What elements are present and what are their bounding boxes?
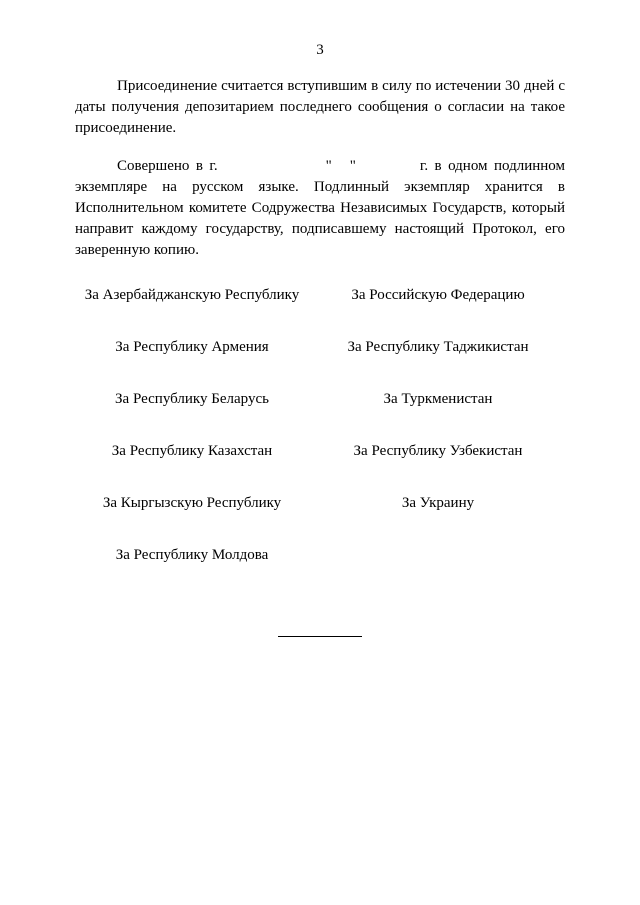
signatory-tajikistan: За Республику Таджикистан (347, 339, 529, 355)
signatory-ukraine: За Украину (401, 495, 475, 511)
done-at-start-text: Совершено в г. (117, 158, 218, 174)
signatory-armenia: За Республику Армения (115, 339, 269, 355)
entry-into-force-text: Присоединение считается вступившим в силу по истечении 30 дней с даты получения депозитарием последнего сообщения о согласии на такое присоединение. (75, 78, 565, 136)
signatory-moldova: За Республику Молдова (115, 547, 269, 563)
signatory-russia: За Российскую Федерацию (351, 287, 525, 303)
signatory-azerbaijan: За Азербайджанскую Республику (84, 287, 300, 303)
page-number: 3 (316, 42, 324, 58)
signatory-turkmenistan: За Туркменистан (383, 391, 493, 407)
date-quote-open: " (325, 158, 332, 174)
signatory-kyrgyzstan: За Кыргызскую Республику (102, 495, 282, 511)
signatory-belarus: За Республику Беларусь (115, 391, 269, 407)
end-of-document-rule (278, 636, 362, 637)
done-at-paragraph (75, 156, 565, 261)
done-at-rest-text: г. в одном подлинном экземпляре на русском языке. Подлинный экземпляр хранится в Исполнительном комитете Содружества Независимых Государств, который направит каждому государству, подписавшему настоящий Протокол, его заверенную копию. (75, 158, 565, 258)
signatory-kazakhstan: За Республику Казахстан (111, 443, 273, 459)
entry-into-force-paragraph (75, 76, 565, 139)
signatory-uzbekistan: За Республику Узбекистан (353, 443, 523, 459)
date-quote-close: " (349, 158, 356, 174)
